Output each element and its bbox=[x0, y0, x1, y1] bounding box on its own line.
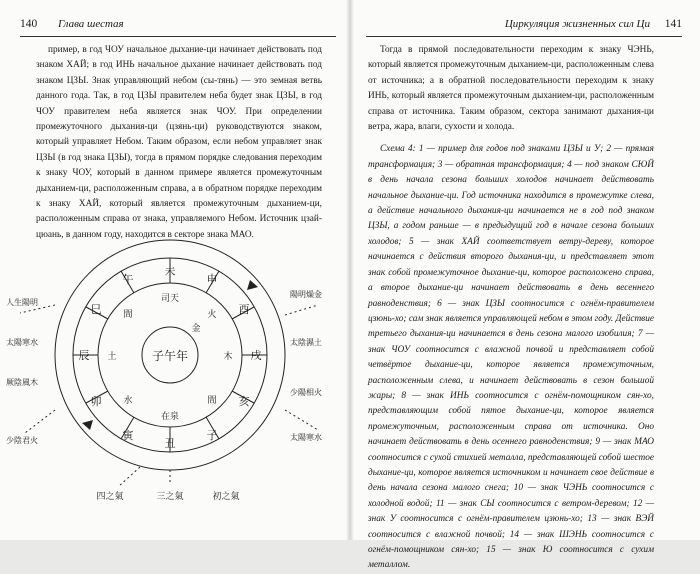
figure-caption: Схема 4: 1 — пример для годов под знаками ЦЗЫ и У; 2 — прямая трансформация; 3 — обратная трансформация; 4 — под знаком СЮЙ в день начала сезона больших холодов начинает действовать начальное дыхание-ци. Год источника находится в промежутке слева, а действие начального дыхания-ци начинается не в год под знаком ЦЗЫ, а годом раньше — в предыдущий год в начале сезона больших холодов; 5 — знак ХАЙ соответствует ветру-дереву, которое начинается с действия второго дыхания-ци, и представляет этот знак собой промежуточное дыхание-ци, которое расположено справа, а второе дыхание-ци начинает действовать в день весеннего равноденствия; 6 — знак ЦЗЫ соотносится с огнём-правителем цзюнь-хо; сам знак является управляющей небом в этом году. Действие третьего дыхания-ци начинается в день сезона малого изобилия; 7 — знак ЧОУ соотносится с влажной почвой и представляет собой четвёртое дыхание-ци, которое является промежуточным, расположенным слева, и начинает действовать в сезон большой жары; 8 — знак ИНЬ соотносится с огнём-помощником сян-хо, представляющим собой пятое дыхание-ци, которое является промежуточным, расположенным справа от источника. Оно начинает действовать в день осеннего равноденствия; 9 — знак МАО соотносится с сухой стихией металла, представляющей собой шестое дыхание-ци, которое является источником и начинает свое действие в день начала сезона малого снега; 10 — знак ЧЭНЬ соотносится с холодной водой; 11 — знак СЫ соотносится с ветром-деревом; 12 — знак У соотносится с огнём-правителем цзюнь-хо; 13 — знак ВЭЙ соотносится с влажной почвой; 14 — знак ШЭНЬ соотносится с огнём-помощником сян-хо; 15 — знак Ю соотносится с сухим металлом. bbox=[368, 144, 654, 571]
outer-label: 卯 bbox=[90, 395, 102, 408]
side-note-left: 人生陽明 bbox=[6, 298, 38, 307]
outer-label: 辰 bbox=[78, 349, 90, 362]
outer-label: 未 bbox=[164, 265, 176, 278]
bottom-note: 三之氣 bbox=[156, 492, 184, 502]
circular-diagram bbox=[0, 235, 348, 540]
left-page-number: 140 bbox=[20, 18, 38, 30]
side-note-right: 陽明燥金 bbox=[290, 290, 322, 299]
right-running-head: Циркуляция жизненных сил Ци bbox=[504, 18, 650, 30]
leader-lines bbox=[20, 305, 318, 487]
bottom-notes bbox=[96, 490, 239, 502]
inner-label: 金 bbox=[191, 324, 201, 334]
outer-label: 午 bbox=[122, 273, 134, 286]
right-header bbox=[366, 14, 682, 37]
inner-label: 在泉 bbox=[160, 412, 180, 422]
outer-label: 巳 bbox=[90, 303, 102, 316]
inner-label: 水 bbox=[123, 396, 133, 406]
right-paragraph: Тогда в прямой последовательности переходим к знаку ЧЭНЬ, который является промежуточным дыханием-ци, расположенным слева от источника; а в обратной последовательности переходим к знаку ИНЬ, который является промежуточным дыханием-ци, расположенным справа от источника. Таким образом, сектора занимают дыхания-ци ветра, жара, влаги, сухости и холода. bbox=[368, 45, 654, 133]
right-page-number: 141 bbox=[664, 18, 682, 30]
right-page bbox=[352, 0, 700, 571]
inner-label: 火 bbox=[207, 310, 217, 320]
diagram-svg bbox=[0, 235, 348, 540]
side-note-right: 太陽寒水 bbox=[290, 433, 322, 442]
inner-label: 司天 bbox=[160, 294, 180, 304]
left-header bbox=[20, 14, 336, 37]
inner-label: 間 bbox=[207, 396, 217, 406]
outer-label: 戌 bbox=[250, 349, 262, 362]
side-note-left: 太陽寒水 bbox=[6, 338, 38, 347]
side-note-right: 太陰濕土 bbox=[290, 338, 322, 347]
left-running-head: Глава шестая bbox=[58, 18, 124, 30]
center-text-group bbox=[152, 348, 188, 363]
side-note-left: 少陰君火 bbox=[6, 436, 38, 445]
outer-label: 申 bbox=[206, 273, 218, 286]
center-label: 子午年 bbox=[151, 349, 189, 363]
side-note-right: 少陽相火 bbox=[290, 388, 322, 397]
outer-label: 酉 bbox=[238, 303, 250, 316]
inner-label: 土 bbox=[107, 352, 117, 362]
bottom-note: 四之氣 bbox=[96, 492, 124, 502]
outer-label: 丑 bbox=[164, 437, 176, 450]
outer-label: 子 bbox=[206, 429, 218, 442]
bottom-note: 初之氣 bbox=[212, 492, 240, 502]
side-note-left: 厥陰風木 bbox=[6, 378, 38, 387]
right-body-text bbox=[368, 43, 654, 574]
inner-label: 間 bbox=[123, 310, 133, 320]
left-paragraph: пример, в год ЧОУ начальное дыхание-ци начинает действовать под знаком ХАЙ; в год ИНЬ начальное дыхание начинает действовать под знаком ЦЗЫ. Знак управляющий небом (сы-тянь) — это земная ветвь данного года. Так, в год ЦЗЫ правителем неба будет знак ЦЗЫ, в год ЧОУ правителем неба является знак ЧОУ. При определении промежуточного дыхания-ци (цзянь-ци) руководствуются знаком, который управляет Небом. Таким образом, если небом управляет знак ЦЗЫ (в год знака ЦЗЫ), тогда в прямом порядке следования переходим к знаку ЧОУ, который в данном примере является промежуточным дыханием-ци, расположенным справа, а в обратном порядке переходим к знаку ХАЙ, который является промежуточным дыханием-ци, расположенным справа от знака, управляемого Небом. Источник цзай-цюань, в данном году, находится в секторе знака МАО. bbox=[36, 45, 322, 240]
outer-label: 寅 bbox=[122, 429, 134, 442]
left-body-text bbox=[36, 43, 322, 243]
inner-label: 木 bbox=[223, 352, 233, 362]
left-page bbox=[0, 0, 348, 540]
outer-label: 亥 bbox=[238, 395, 250, 408]
